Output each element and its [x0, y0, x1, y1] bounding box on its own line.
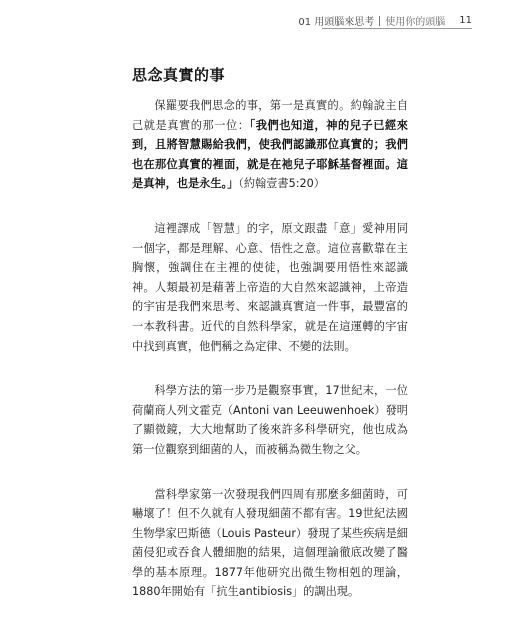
paragraph-4: 當科學家第一次發現我們四周有那麼多細菌時，可嚇壞了！但不久就有人發現細菌不都有害。19世紀法國生物學家巴斯德（Louis Pasteur）發現了某些疾病是細菌侵犯或吞食人體細胞的結果，這個理論徹底改變了醫學的基本原理。1877年他研究出微生物相剋的理論，1880年開始有「抗生antibiosis」的調出現。 — [132, 487, 408, 599]
paragraph-1-intro: 保羅要我們思念的事，第一是真實的。約翰說主自己就是真實的那一位： — [132, 99, 408, 132]
page-number: 11 — [459, 15, 472, 26]
section-title: 思念真實的事 — [132, 66, 226, 84]
body-text — [132, 96, 408, 621]
header-section-title: 使用你的頭腦 — [385, 17, 446, 28]
paragraph-2: 這裡譯成「智慧」的字，原文跟盡「意」愛神用同一個字，都是理解、心意、悟性之意。這位喜歡靠在主胸懷，強調住在主裡的使徒，也強調要用悟性來認識神。人類最初是藉著上帝造的大自然來認識神，上帝造的宇宙是我們來思考、來認識真實這一件事，最豐富的一本教科書。近代的自然科學家，就是在這運轉的宇宙中找到真實，他們稱之為定律、不變的法則。 — [132, 221, 408, 353]
running-header — [298, 13, 472, 28]
header-rule — [322, 28, 472, 29]
paragraph-3: 科學方法的第一步乃是觀察事實，17世紀末，一位荷蘭商人列文霍克（Antoni van Leeuwenhoek）發明了顯微鏡，大大地幫助了後來許多科學研究，他也成為第一位觀察到細菌的人，而被稱為微生物之父。 — [132, 384, 408, 456]
scripture-quote: 「我們也知道，神的兒子已經來到，且將智慧賜給我們，使我們認識那位真實的；我們也在那位真實的裡面，就是在祂兒子耶穌基督裡面。這是真神，也是永生。」 — [132, 118, 408, 191]
header-divider — [379, 16, 380, 26]
scripture-reference: （約翰壹書5:20） — [238, 177, 325, 191]
header-chapter-title: 01 用頭腦來思考 — [298, 17, 375, 28]
paragraph-1 — [132, 96, 408, 194]
